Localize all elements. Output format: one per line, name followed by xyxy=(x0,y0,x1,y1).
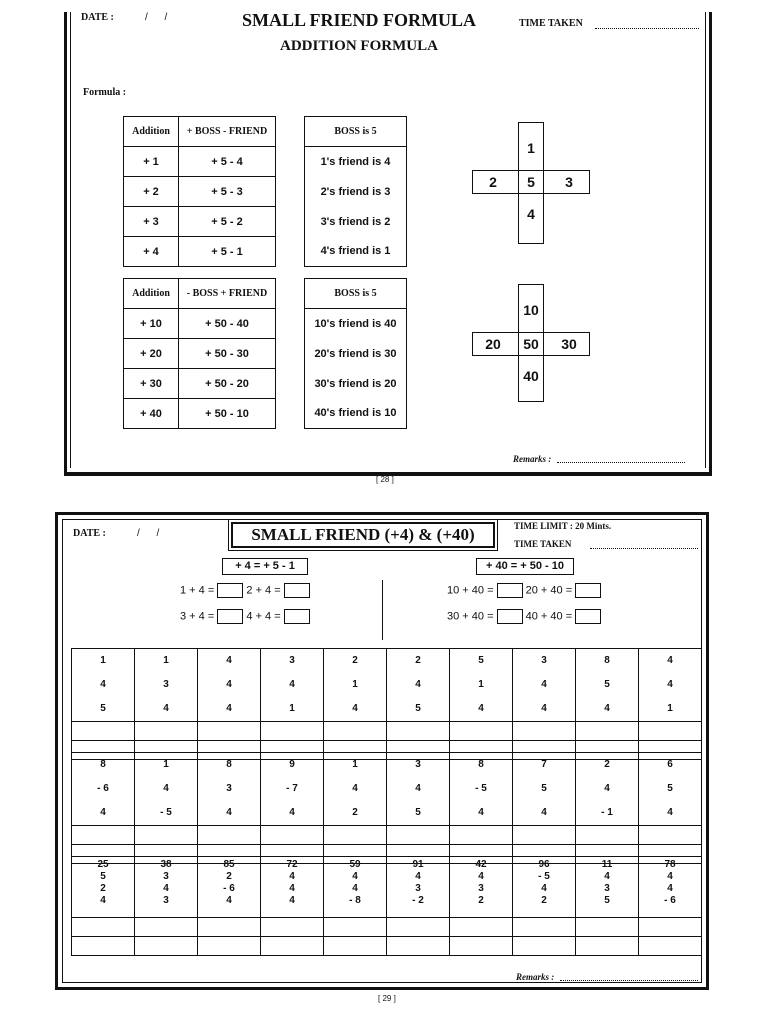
sum-number: 2 xyxy=(352,655,358,666)
sum-number: - 2 xyxy=(412,895,424,906)
answer-cell[interactable] xyxy=(324,826,387,845)
sum-number: 4 xyxy=(667,883,673,894)
sum-column xyxy=(261,753,324,826)
sum-number: 1 xyxy=(289,703,295,714)
sum-number: 1 xyxy=(163,759,169,770)
answer-cell[interactable] xyxy=(261,937,324,956)
formula-table-tens xyxy=(123,278,276,429)
page-title: SMALL FRIEND (+4) & (+40) xyxy=(231,522,495,548)
sum-number: - 7 xyxy=(286,783,298,794)
sum-number: 3 xyxy=(163,871,169,882)
sum-column xyxy=(135,753,198,826)
answer-cell[interactable] xyxy=(576,918,639,937)
sum-number: 4 xyxy=(163,883,169,894)
answer-cell[interactable] xyxy=(72,918,135,937)
sum-column xyxy=(324,649,387,722)
sum-number: 2 xyxy=(226,871,232,882)
formula-cell: + 5 - 2 xyxy=(179,207,276,237)
friend-cross-units xyxy=(472,122,592,244)
sum-number: 1 xyxy=(100,655,106,666)
answer-cell[interactable] xyxy=(450,937,513,956)
sum-number: 4 xyxy=(541,883,547,894)
worksheet-page-28 xyxy=(64,12,712,476)
header-addition: Addition xyxy=(124,279,179,309)
sum-number: 78 xyxy=(664,859,676,870)
answer-cell[interactable] xyxy=(198,918,261,937)
sum-number: 25 xyxy=(97,859,109,870)
sums-grid-1 xyxy=(71,648,702,760)
sum-number: 4 xyxy=(352,703,358,714)
answer-cell[interactable] xyxy=(576,722,639,741)
formula-table-units xyxy=(123,116,276,267)
cross-left: 2 xyxy=(489,174,497,190)
sum-column xyxy=(513,649,576,722)
answer-cell[interactable] xyxy=(324,918,387,937)
answer-cell[interactable] xyxy=(639,918,702,937)
sum-number: 4 xyxy=(667,807,673,818)
sum-number: 3 xyxy=(226,783,232,794)
question-row: 30 + 40 = 40 + 40 = xyxy=(447,609,601,624)
answer-cell[interactable] xyxy=(639,826,702,845)
page-number: [ 29 ] xyxy=(378,994,396,1003)
divider xyxy=(382,580,383,640)
sum-number: 4 xyxy=(541,703,547,714)
sum-number: 5 xyxy=(415,807,421,818)
sum-number: 4 xyxy=(415,871,421,882)
formula-cell: + 50 - 40 xyxy=(179,309,276,339)
sum-column xyxy=(72,649,135,722)
answer-cell[interactable] xyxy=(135,722,198,741)
sum-number: 3 xyxy=(163,679,169,690)
cross-right: 30 xyxy=(561,336,577,352)
sum-number: 4 xyxy=(478,703,484,714)
date-slashes: / / xyxy=(137,528,160,539)
sum-number: 4 xyxy=(352,883,358,894)
friend-row: 4's friend is 1 xyxy=(305,237,407,267)
answer-cell[interactable] xyxy=(261,722,324,741)
sum-number: 4 xyxy=(289,895,295,906)
addition-cell: + 4 xyxy=(124,237,179,267)
answer-cell[interactable] xyxy=(72,722,135,741)
sum-number: 5 xyxy=(415,703,421,714)
formula-cell: + 5 - 1 xyxy=(179,237,276,267)
answer-cell[interactable] xyxy=(576,937,639,956)
sum-number: - 8 xyxy=(349,895,361,906)
sum-column xyxy=(72,753,135,826)
remarks-line xyxy=(557,462,685,463)
sum-number: 8 xyxy=(226,759,232,770)
sum-column xyxy=(198,753,261,826)
answer-cell[interactable] xyxy=(135,918,198,937)
sum-column xyxy=(513,753,576,826)
sum-number: 4 xyxy=(289,871,295,882)
date-slashes: / / xyxy=(145,12,168,23)
cross-right: 3 xyxy=(565,174,573,190)
remarks-label: Remarks : xyxy=(513,454,552,464)
question-row: 3 + 4 = 4 + 4 = xyxy=(180,609,310,624)
answer-box[interactable] xyxy=(497,583,523,598)
friend-row: 20's friend is 30 xyxy=(305,339,407,369)
remarks-label: Remarks : xyxy=(516,972,555,982)
time-limit: TIME LIMIT : 20 Mints. xyxy=(514,521,612,531)
sum-number: 4 xyxy=(289,679,295,690)
answer-box[interactable] xyxy=(497,609,523,624)
answer-cell[interactable] xyxy=(387,918,450,937)
formula-label: Formula : xyxy=(83,87,127,98)
friend-row: 3's friend is 2 xyxy=(305,207,407,237)
sum-number: 5 xyxy=(667,783,673,794)
time-taken-label: TIME TAKEN xyxy=(514,539,572,549)
friend-row: 1's friend is 4 xyxy=(305,147,407,177)
sum-number: 1 xyxy=(478,679,484,690)
header-boss-friend: + BOSS - FRIEND xyxy=(179,117,276,147)
sum-number: 4 xyxy=(478,871,484,882)
page-subtitle: ADDITION FORMULA xyxy=(280,38,438,54)
answer-cell[interactable] xyxy=(387,722,450,741)
header-addition: Addition xyxy=(124,117,179,147)
sum-number: 4 xyxy=(604,783,610,794)
boss-header: BOSS is 5 xyxy=(305,117,407,147)
sum-column xyxy=(387,753,450,826)
addition-cell: + 40 xyxy=(124,399,179,429)
sum-number: 38 xyxy=(160,859,172,870)
sum-number: 8 xyxy=(478,759,484,770)
sum-number: 4 xyxy=(226,679,232,690)
sum-number: 4 xyxy=(667,655,673,666)
sum-number: 4 xyxy=(163,703,169,714)
question-row: 1 + 4 = 2 + 4 = xyxy=(180,583,310,598)
rule-left: + 4 = + 5 - 1 xyxy=(222,558,308,575)
sum-number: 8 xyxy=(604,655,610,666)
sum-column xyxy=(639,649,702,722)
answer-cell[interactable] xyxy=(576,826,639,845)
sums-grid-2 xyxy=(71,752,702,864)
cross-bottom: 40 xyxy=(523,368,539,384)
answer-cell[interactable] xyxy=(513,722,576,741)
cross-top: 10 xyxy=(523,302,539,318)
sum-number: - 6 xyxy=(223,883,235,894)
time-taken-line xyxy=(595,28,699,29)
date-label: DATE : xyxy=(81,12,114,23)
answer-cell[interactable] xyxy=(135,826,198,845)
sum-column xyxy=(576,753,639,826)
sum-number: 1 xyxy=(667,703,673,714)
sum-number: 6 xyxy=(667,759,673,770)
answer-cell[interactable] xyxy=(135,937,198,956)
sum-number: 4 xyxy=(352,871,358,882)
sum-column xyxy=(450,857,513,918)
sum-number: 5 xyxy=(604,679,610,690)
sum-number: 4 xyxy=(226,655,232,666)
time-taken-line xyxy=(590,548,698,549)
sum-number: 5 xyxy=(100,703,106,714)
answer-box[interactable] xyxy=(575,583,601,598)
answer-cell[interactable] xyxy=(72,826,135,845)
sum-column xyxy=(513,857,576,918)
sum-number: 4 xyxy=(289,807,295,818)
sum-number: 5 xyxy=(100,871,106,882)
answer-cell[interactable] xyxy=(198,722,261,741)
header-boss-friend: - BOSS + FRIEND xyxy=(179,279,276,309)
sum-column xyxy=(261,857,324,918)
sum-column xyxy=(639,753,702,826)
sum-number: 4 xyxy=(667,679,673,690)
addition-cell: + 10 xyxy=(124,309,179,339)
addition-cell: + 2 xyxy=(124,177,179,207)
sum-column xyxy=(576,649,639,722)
cross-bottom: 4 xyxy=(527,206,535,222)
formula-cell: + 5 - 4 xyxy=(179,147,276,177)
answer-cell[interactable] xyxy=(639,722,702,741)
sum-number: 4 xyxy=(478,807,484,818)
answer-cell[interactable] xyxy=(261,826,324,845)
sum-number: 1 xyxy=(352,679,358,690)
formula-cell: + 50 - 10 xyxy=(179,399,276,429)
answer-cell[interactable] xyxy=(639,937,702,956)
sum-number: 72 xyxy=(286,859,298,870)
sum-number: 3 xyxy=(415,759,421,770)
sum-number: 5 xyxy=(478,655,484,666)
friend-cross-tens xyxy=(472,284,592,406)
sum-number: 59 xyxy=(349,859,361,870)
answer-cell[interactable] xyxy=(324,937,387,956)
sum-number: - 5 xyxy=(538,871,550,882)
cross-center: 5 xyxy=(527,174,535,190)
sum-number: 9 xyxy=(289,759,295,770)
sum-number: 4 xyxy=(226,807,232,818)
answer-box[interactable] xyxy=(217,583,243,598)
sum-number: 2 xyxy=(100,883,106,894)
sum-number: 3 xyxy=(415,883,421,894)
friend-row: 30's friend is 20 xyxy=(305,369,407,399)
sum-number: 4 xyxy=(289,883,295,894)
sum-number: 1 xyxy=(163,655,169,666)
sum-number: 4 xyxy=(667,871,673,882)
sum-number: 2 xyxy=(541,895,547,906)
page-title: SMALL FRIEND FORMULA xyxy=(242,10,477,30)
sum-number: 3 xyxy=(478,883,484,894)
answer-cell[interactable] xyxy=(198,826,261,845)
sum-number: 4 xyxy=(352,783,358,794)
sum-number: - 5 xyxy=(160,807,172,818)
sum-number: 3 xyxy=(541,655,547,666)
sum-number: 3 xyxy=(163,895,169,906)
sum-column xyxy=(324,857,387,918)
answer-box[interactable] xyxy=(575,609,601,624)
sum-number: - 6 xyxy=(97,783,109,794)
sums-grid-3 xyxy=(71,856,702,956)
sum-number: 4 xyxy=(604,871,610,882)
answer-cell[interactable] xyxy=(387,826,450,845)
answer-cell[interactable] xyxy=(387,937,450,956)
sum-number: - 5 xyxy=(475,783,487,794)
answer-cell[interactable] xyxy=(450,722,513,741)
boss-table-units xyxy=(304,116,407,267)
sum-number: 4 xyxy=(415,679,421,690)
sum-column xyxy=(135,857,198,918)
sum-column xyxy=(324,753,387,826)
sum-number: 4 xyxy=(226,703,232,714)
sum-number: - 6 xyxy=(664,895,676,906)
sum-number: 2 xyxy=(415,655,421,666)
cross-left: 20 xyxy=(485,336,501,352)
sum-number: 4 xyxy=(226,895,232,906)
sum-column xyxy=(450,649,513,722)
sum-column xyxy=(387,649,450,722)
friend-row: 40's friend is 10 xyxy=(305,399,407,429)
answer-cell[interactable] xyxy=(72,937,135,956)
answer-box[interactable] xyxy=(217,609,243,624)
answer-cell[interactable] xyxy=(324,722,387,741)
rule-right: + 40 = + 50 - 10 xyxy=(476,558,574,575)
sum-number: 8 xyxy=(100,759,106,770)
sum-number: 85 xyxy=(223,859,235,870)
boss-header: BOSS is 5 xyxy=(305,279,407,309)
date-label: DATE : xyxy=(73,528,106,539)
formula-cell: + 50 - 20 xyxy=(179,369,276,399)
cross-center: 50 xyxy=(523,336,539,352)
sum-number: 4 xyxy=(163,783,169,794)
friend-row: 2's friend is 3 xyxy=(305,177,407,207)
sum-number: 4 xyxy=(100,807,106,818)
friend-row: 10's friend is 40 xyxy=(305,309,407,339)
time-taken-label: TIME TAKEN xyxy=(519,18,583,29)
answer-box[interactable] xyxy=(284,609,310,624)
addition-cell: + 1 xyxy=(124,147,179,177)
sum-number: 3 xyxy=(604,883,610,894)
sum-column xyxy=(72,857,135,918)
sum-number: 4 xyxy=(604,703,610,714)
sum-number: 91 xyxy=(412,859,424,870)
answer-cell[interactable] xyxy=(513,826,576,845)
sum-number: 3 xyxy=(289,655,295,666)
sum-number: 7 xyxy=(541,759,547,770)
formula-cell: + 5 - 3 xyxy=(179,177,276,207)
sum-number: 2 xyxy=(604,759,610,770)
sum-number: 5 xyxy=(541,783,547,794)
sum-column xyxy=(198,857,261,918)
sum-number: 4 xyxy=(541,807,547,818)
answer-cell[interactable] xyxy=(198,937,261,956)
formula-cell: + 50 - 30 xyxy=(179,339,276,369)
sum-number: 2 xyxy=(352,807,358,818)
sum-column xyxy=(198,649,261,722)
answer-box[interactable] xyxy=(284,583,310,598)
sum-column xyxy=(576,857,639,918)
sum-number: 4 xyxy=(100,679,106,690)
sum-number: 96 xyxy=(538,859,550,870)
question-row: 10 + 40 = 20 + 40 = xyxy=(447,583,601,598)
sum-number: 4 xyxy=(100,895,106,906)
addition-cell: + 20 xyxy=(124,339,179,369)
sum-number: 5 xyxy=(604,895,610,906)
sum-column xyxy=(261,649,324,722)
sum-number: 4 xyxy=(415,783,421,794)
boss-table-tens xyxy=(304,278,407,429)
sum-column xyxy=(387,857,450,918)
sum-number: 11 xyxy=(601,859,613,870)
page-number: [ 28 ] xyxy=(376,475,394,484)
sum-number: - 1 xyxy=(601,807,613,818)
sum-number: 42 xyxy=(475,859,487,870)
addition-cell: + 3 xyxy=(124,207,179,237)
remarks-line xyxy=(560,980,698,981)
sum-number: 2 xyxy=(478,895,484,906)
answer-cell[interactable] xyxy=(261,918,324,937)
sum-column xyxy=(639,857,702,918)
answer-cell[interactable] xyxy=(450,918,513,937)
answer-cell[interactable] xyxy=(513,918,576,937)
answer-cell[interactable] xyxy=(450,826,513,845)
cross-top: 1 xyxy=(527,140,535,156)
sum-number: 1 xyxy=(352,759,358,770)
answer-cell[interactable] xyxy=(513,937,576,956)
sum-number: 4 xyxy=(541,679,547,690)
sum-column xyxy=(450,753,513,826)
sum-column xyxy=(135,649,198,722)
addition-cell: + 30 xyxy=(124,369,179,399)
